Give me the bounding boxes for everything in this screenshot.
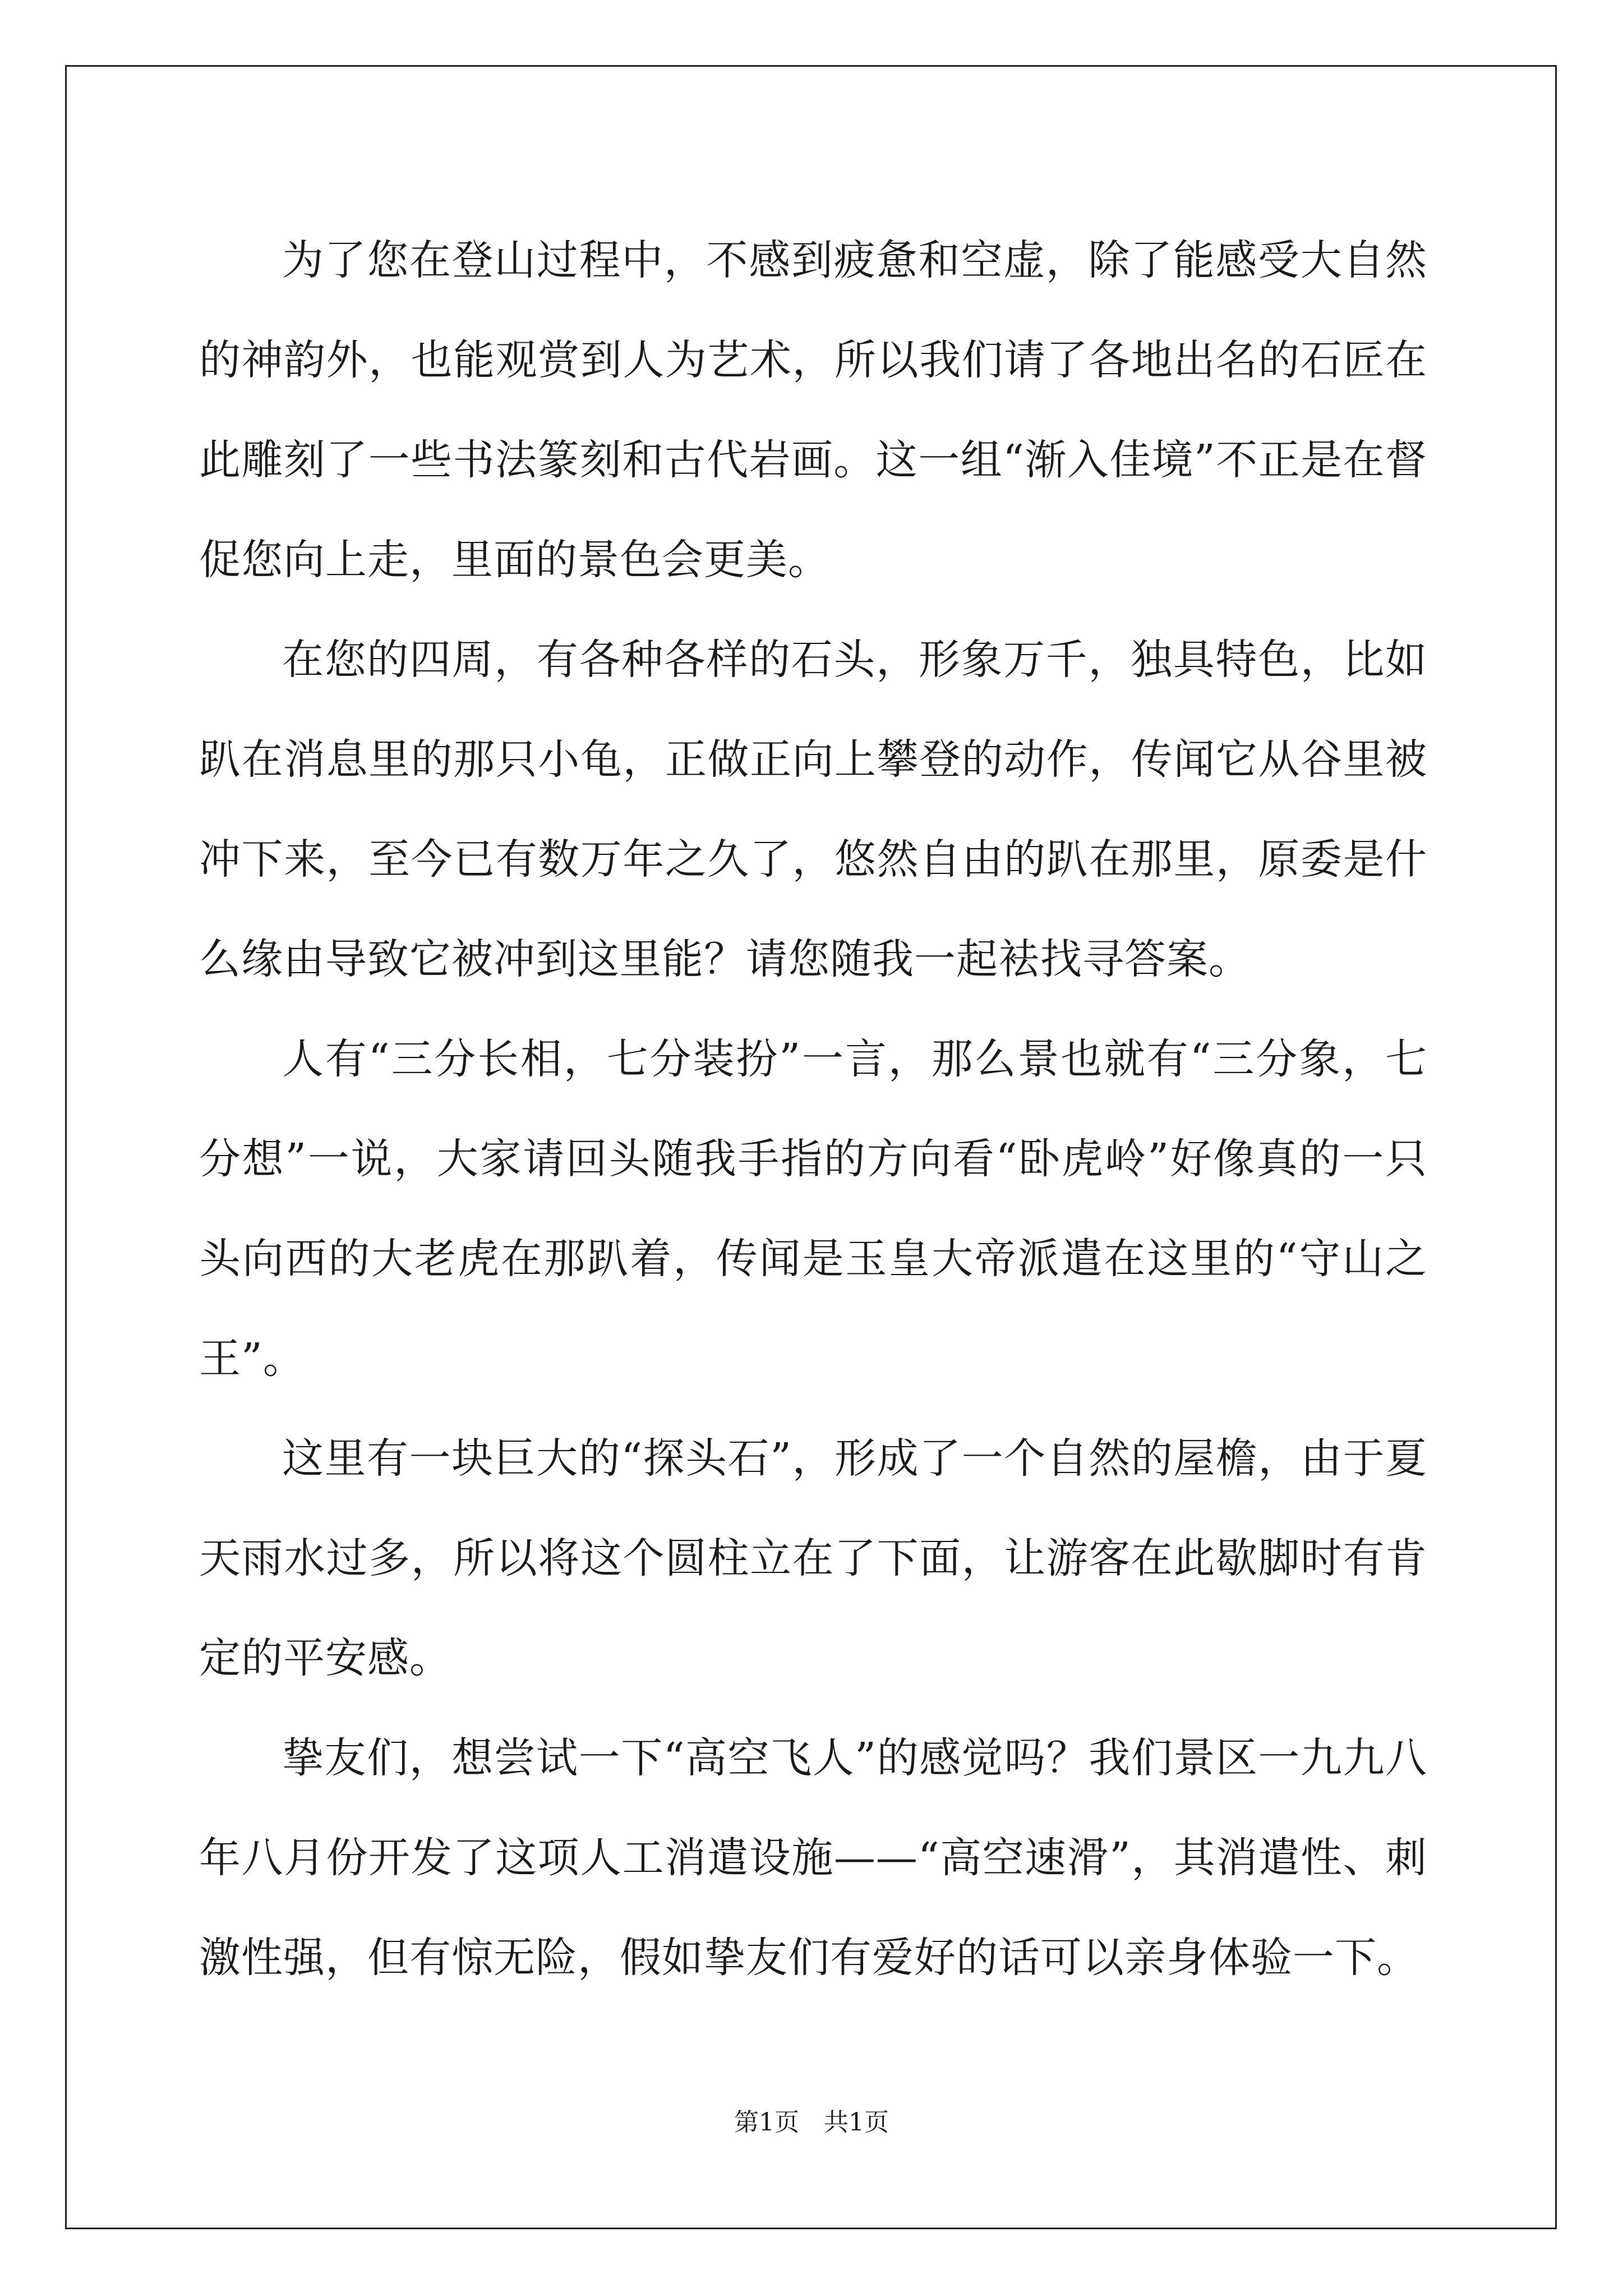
page-total: 共1页 bbox=[824, 2108, 889, 2137]
paragraph-1: 为了您在登山过程中，不感到疲惫和空虚，除了能感受大自然的神韵外，也能观赏到人为艺术，所以我们请了各地出名的石匠在此雕刻了一些书法篆刻和古代岩画。这一组“渐入佳境”不正是在督促您向上走，里面的景色会更美。 bbox=[199, 236, 1427, 584]
page-footer bbox=[0, 2106, 1623, 2139]
paragraph-5: 挚友们，想尝试一下“高空飞人”的感觉吗？我们景区一九九八年八月份开发了这项人工消遣设施——“高空速滑”，其消遣性、刺激性强，但有惊无险，假如挚友们有爱好的话可以亲身体验一下。 bbox=[199, 1734, 1427, 1982]
paragraph-3: 人有“三分长相，七分装扮”一言，那么景也就有“三分象，七分想”一说，大家请回头随我手指的方向看“卧虎岭”好像真的一只头向西的大老虎在那趴着，传闻是玉皇大帝派遣在这里的“守山之王”。 bbox=[199, 1035, 1427, 1383]
paragraph-4: 这里有一块巨大的“探头石”，形成了一个自然的屋檐，由于夏天雨水过多，所以将这个圆柱立在了下面，让游客在此歇脚时有肯定的平安感。 bbox=[199, 1434, 1427, 1682]
paragraph-2: 在您的四周，有各种各样的石头，形象万千，独具特色，比如趴在消息里的那只小龟，正做正向上攀登的动作，传闻它从谷里被冲下来，至今已有数万年之久了，悠然自由的趴在那里，原委是什么缘由导致它被冲到这里能？请您随我一起袪找寻答案。 bbox=[199, 636, 1427, 983]
document-body bbox=[199, 210, 1427, 2008]
page-number: 第1页 bbox=[734, 2108, 799, 2137]
